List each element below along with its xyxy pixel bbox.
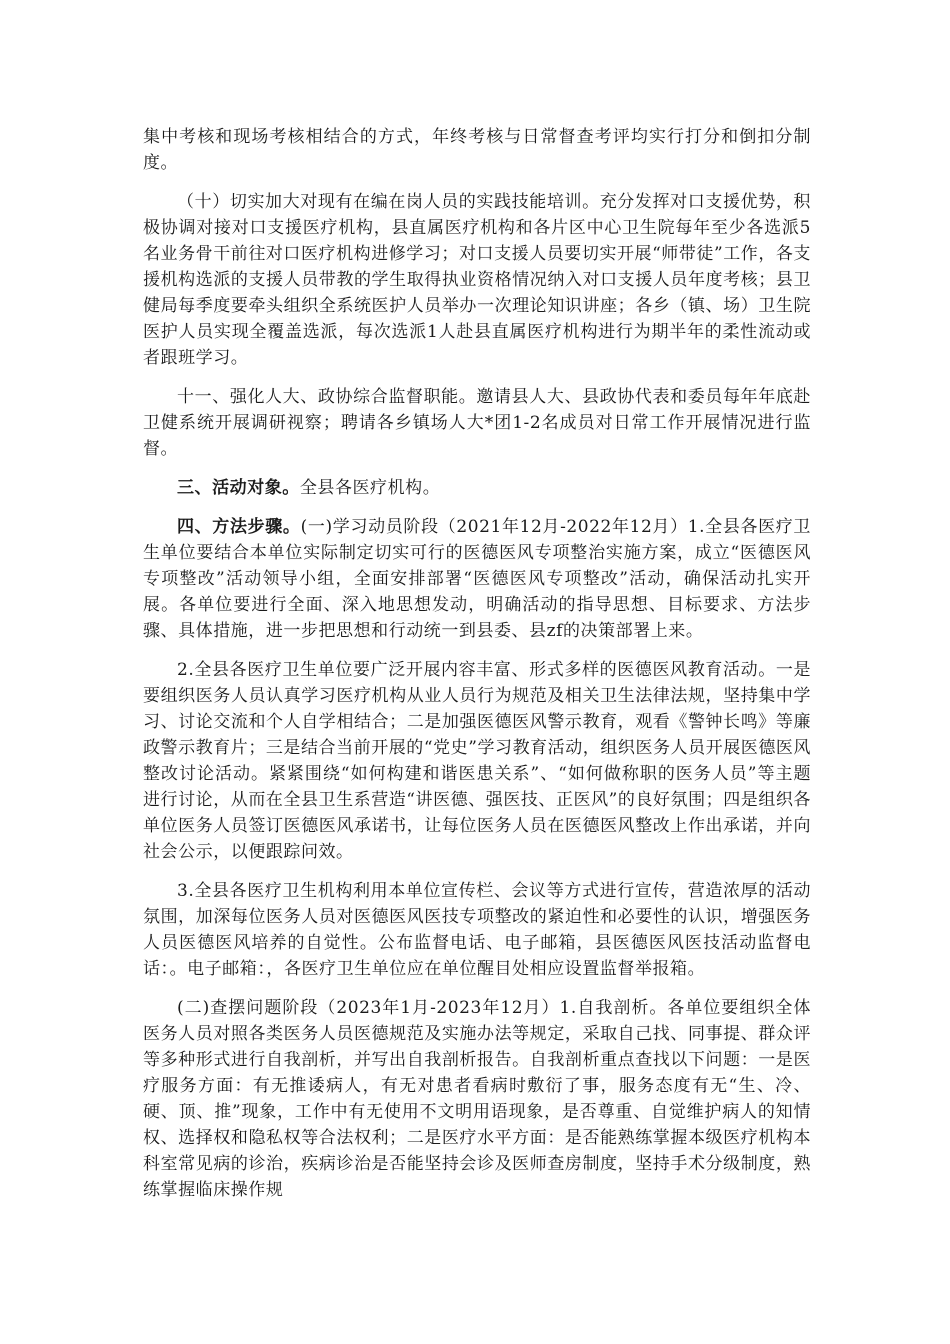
paragraph-item-eleven-supervision: [143, 384, 811, 462]
paragraph-text: 集中考核和现场考核相结合的方式，年终考核与日常督查考评均实行打分和倒扣分制度。: [143, 127, 811, 173]
paragraph-step-two-education: [143, 657, 811, 865]
paragraph-text: (二)查摆问题阶段（2023年1月-2023年12月）1.自我剖析。各单位要组织全体医务人员对照各类医务人员医德规范及实施办法等规定，采取自己找、同事提、群众评等多种形式进行自我剖析，并写出自我剖析报告。自我剖析重点查找以下问题：一是医疗服务方面：有无推诿病人，有无对患者看病时敷衍了事，服务态度有无“生、冷、硬、顶、推”现象，工作中有无使用不文明用语现象，是否尊重、自觉维护病人的知情权、选择权和隐私权等合法权利；二是医疗水平方面：是否能熟练掌握本级医疗机构本科室常见病的诊治，疾病诊治是否能坚持会诊及医师查房制度，坚持手术分级制度，熟练掌握临床操作规: [143, 998, 811, 1200]
paragraph-item-ten-training: [143, 189, 811, 371]
section-heading: 三、活动对象。: [177, 478, 300, 498]
paragraph-assessment-continuation: [143, 124, 811, 176]
paragraph-text: 全县各医疗机构。: [299, 478, 441, 498]
paragraph-text: （十）切实加大对现有在编在岗人员的实践技能培训。充分发挥对口支援优势，积极协调对接对口支援医疗机构，县直属医疗机构和各片区中心卫生院每年至少各选派5名业务骨干前往对口医疗机构进修学习；对口支援人员要切实开展“师带徒”工作，各支援机构选派的支援人员带教的学生取得执业资格情况纳入对口支援人员年度考核；县卫健局每季度要牵头组织全系统医护人员举办一次理论知识讲座；各乡（镇、场）卫生院医护人员实现全覆盖选派，每次选派1人赴县直属医疗机构进行为期半年的柔性流动或者跟班学习。: [143, 192, 811, 368]
section-heading: 四、方法步骤。: [177, 517, 301, 537]
document-body: [143, 124, 811, 1216]
paragraph-text: (一)学习动员阶段（2021年12月-2022年12月）1.全县各医疗卫生单位要结合本单位实际制定切实可行的医德医风专项整治实施方案，成立“医德医风专项整改”活动领导小组，全面安排部署“医德医风专项整改”活动，确保活动扎实开展。各单位要进行全面、深入地思想发动，明确活动的指导思想、目标要求、方法步骤、具体措施，进一步把思想和行动统一到县委、县zf的决策部署上来。: [143, 517, 811, 641]
paragraph-step-three-publicity: [143, 878, 811, 982]
paragraph-phase-two-self-review: [143, 995, 811, 1203]
paragraph-section-four-steps: [143, 514, 811, 644]
paragraph-text: 3.全县各医疗卫生机构利用本单位宣传栏、会议等方式进行宣传，营造浓厚的活动氛围，加深每位医务人员对医德医风医技专项整改的紧迫性和必要性的认识，增强医务人员医德医风培养的自觉性。公布监督电话、电子邮箱，县医德医风医技活动监督电话：。电子邮箱：，各医疗卫生单位应在单位醒目处相应设置监督举报箱。: [143, 881, 811, 979]
paragraph-text: 2.全县各医疗卫生单位要广泛开展内容丰富、形式多样的医德医风教育活动。一是要组织医务人员认真学习医疗机构从业人员行为规范及相关卫生法律法规，坚持集中学习、讨论交流和个人自学相结合；二是加强医德医风警示教育，观看《警钟长鸣》等廉政警示教育片；三是结合当前开展的“党史”学习教育活动，组织医务人员开展医德医风整改讨论活动。紧紧围绕“如何构建和谐医患关系”、“如何做称职的医务人员”等主题进行讨论，从而在全县卫生系营造“讲医德、强医技、正医风”的良好氛围；四是组织各单位医务人员签订医德医风承诺书，让每位医务人员在医德医风整改上作出承诺，并向社会公示，以便跟踪问效。: [143, 660, 811, 862]
paragraph-section-three-targets: [143, 475, 811, 501]
paragraph-text: 十一、强化人大、政协综合监督职能。邀请县人大、县政协代表和委员每年年底赴卫健系统开展调研视察；聘请各乡镇场人大*团1-2名成员对日常工作开展情况进行监督。: [143, 387, 811, 459]
